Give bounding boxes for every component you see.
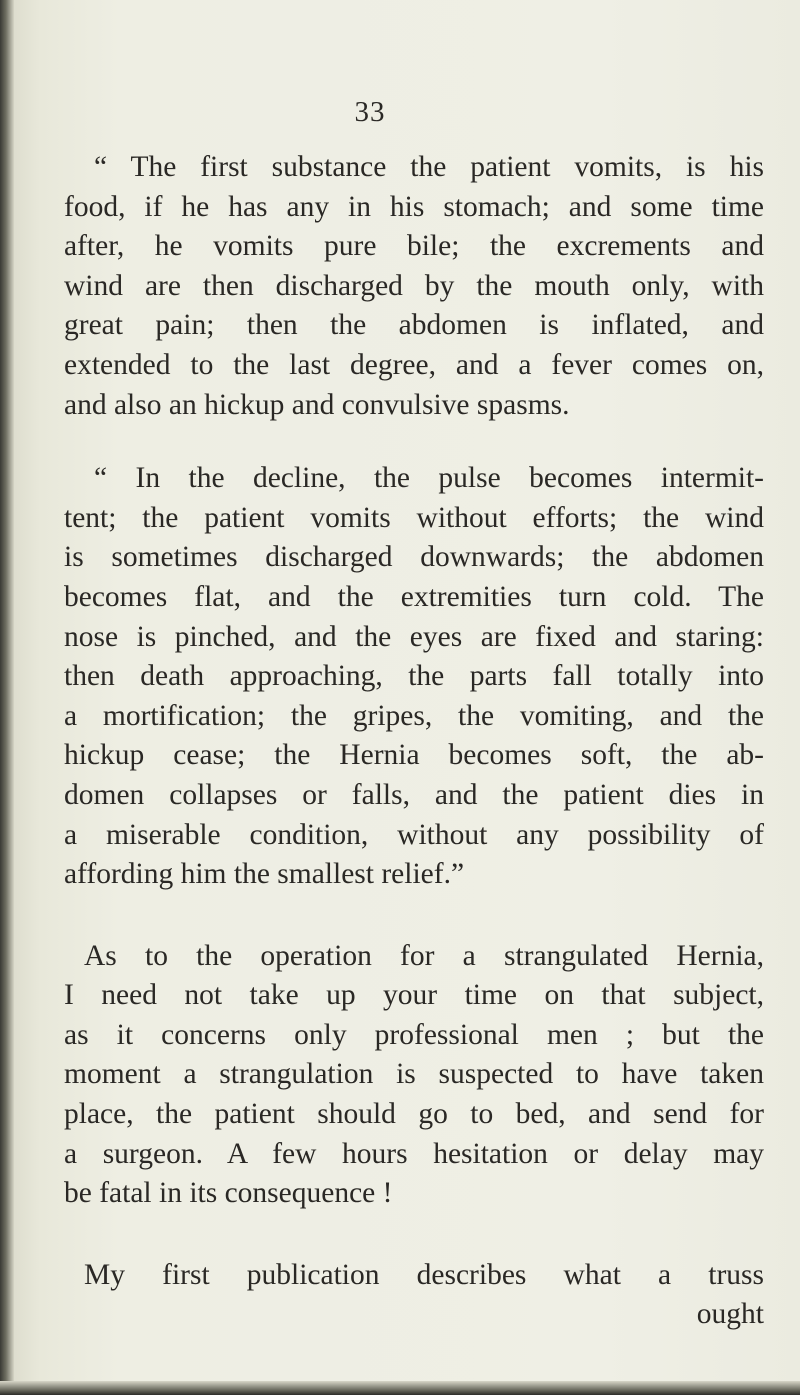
text-line: affording him the smallest relief.” — [64, 858, 465, 891]
text-line: I need not take up your time on that subject, — [64, 979, 764, 1012]
text-line: “ The first substance the patient vomits, is his — [94, 151, 764, 183]
paragraph-gap — [64, 425, 764, 459]
paragraph-operation — [64, 937, 764, 1214]
text-line: a surgeon. A few hours hesitation or delay may — [64, 1137, 764, 1170]
text-line: nose is pinched, and the eyes are fixed and staring: — [64, 620, 764, 653]
paragraph-decline — [64, 459, 764, 895]
text-line: and also an hickup and convulsive spasms. — [64, 388, 570, 421]
paragraph-symptoms — [64, 148, 764, 425]
text-line: My first publication describes what a truss — [84, 1258, 764, 1291]
page-number: 33 — [354, 96, 386, 128]
text-line: as it concerns only professional men ; but the — [64, 1018, 764, 1051]
text-line: moment a strangulation is suspected to have taken — [64, 1058, 764, 1091]
text-line: great pain; then the abdomen is inflated, and — [64, 309, 764, 342]
page-binding-edge — [0, 0, 14, 1395]
text-line: a mortification; the gripes, the vomiting, and the — [64, 699, 764, 732]
paragraph-gap — [64, 895, 764, 937]
text-line: place, the patient should go to bed, and send for — [64, 1098, 764, 1131]
catchword: ought — [696, 1298, 764, 1331]
text-line: extended to the last degree, and a fever comes on, — [64, 348, 764, 381]
text-line: is sometimes discharged downwards; the abdomen — [64, 541, 764, 574]
body-text — [64, 148, 764, 1335]
text-line: wind are then discharged by the mouth only, with — [64, 269, 764, 302]
text-line: be fatal in its consequence ! — [64, 1177, 393, 1210]
text-line: As to the operation for a strangulated Hernia, — [84, 939, 764, 972]
paragraph-gap — [64, 1214, 764, 1256]
text-line: “ In the decline, the pulse becomes intermit- — [94, 462, 764, 495]
text-line: domen collapses or falls, and the patient dies in — [64, 778, 764, 811]
paragraph-publication — [64, 1256, 764, 1296]
text-line: food, if he has any in his stomach; and some time — [64, 190, 764, 223]
text-line: hickup cease; the Hernia becomes soft, the ab- — [64, 739, 764, 772]
text-line: tent; the patient vomits without efforts; the wind — [64, 501, 764, 534]
text-line: becomes flat, and the extremities turn cold. The — [64, 580, 764, 613]
page-bottom-edge — [0, 1381, 800, 1395]
text-line: a miserable condition, without any possibility of — [64, 818, 764, 851]
text-line: then death approaching, the parts fall totally into — [64, 660, 764, 693]
text-line: after, he vomits pure bile; the excrements and — [64, 230, 764, 263]
